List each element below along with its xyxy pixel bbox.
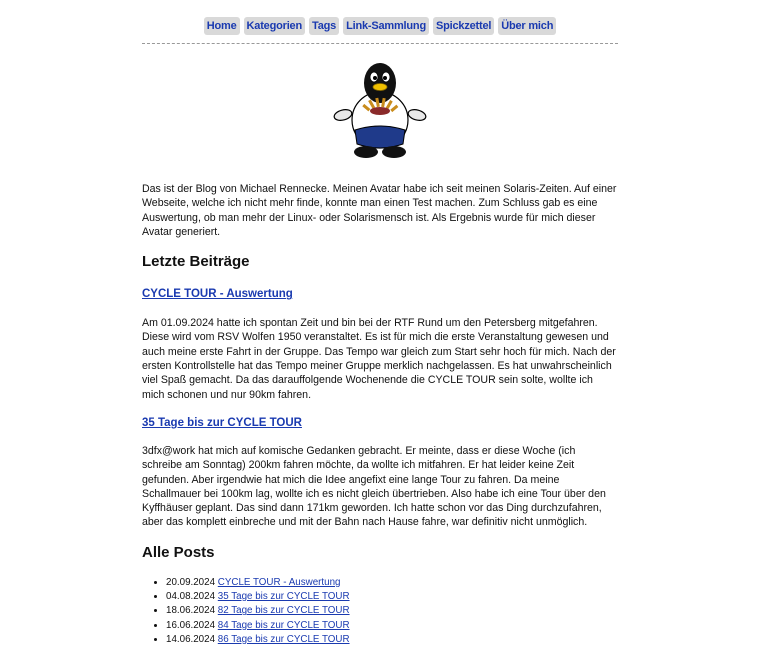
list-item [166, 576, 618, 590]
post-excerpt: 3dfx@work hat mich auf komische Gedanken gebracht. Er meinte, dass er diese Woche (ich schreibe am Sonntag) 200km fahren möchte, da wollte ich mitfahren. Er hat leider keine Zeit gefunden. Aber irgendwie hat mich die Idee angefixt eine lange Tour zu fahren. Da meine Schallmauer bei 100km lag, wollte ich es nicht gleich übertrieben. Also habe ich eine Tour über den Kyffhäuser geplant. Das sind dann 171km geworden. Ich hatte schon vor das Ding durchzufahren, aber das komplett einbreche und mit der Bahn nach Hause fahre, war definitiv nicht unmöglich. [142, 444, 606, 529]
nav-home[interactable]: Home [204, 17, 240, 35]
post-link[interactable]: 86 Tage bis zur CYCLE TOUR [217, 633, 350, 645]
post-date: 14.06.2024 [166, 633, 216, 645]
post-date: 04.08.2024 [166, 591, 216, 603]
list-item [166, 619, 618, 633]
post-excerpt: Am 01.09.2024 hatte ich spontan Zeit und bin bei der RTF Rund um den Petersberg mitgefahren. Diese wird vom RSV Wolfen 1950 veranstaltet. Es ist für mich die erste Veranstaltung gewesen und auch meine erste Fahrt in der Gruppe. Das Tempo war gleich zum Start sehr hoch für mich. Nach der ersten Kontrollstelle hat das Tempo meiner Gruppe merklich nachgelassen. Es hat unwahrscheinlich viel Spaß gemacht. Da das darauffolgende Wochenende die CYCLE TOUR sein solte, wollte ich mich schonen und nur 90km fahren. [142, 317, 616, 401]
header-divider [142, 43, 618, 44]
nav-ueber-mich[interactable]: Über mich [498, 17, 556, 35]
list-item [166, 590, 618, 604]
post-link[interactable]: 82 Tage bis zur CYCLE TOUR [217, 605, 350, 617]
latest-posts-heading: Letzte Beiträge [142, 253, 250, 271]
nav-kategorien[interactable]: Kategorien [244, 17, 305, 35]
nav-tags[interactable]: Tags [309, 17, 339, 35]
all-posts-list [142, 576, 618, 647]
tux-avatar-icon [333, 60, 427, 162]
post-title-link[interactable]: CYCLE TOUR - Auswertung [142, 288, 293, 301]
post-link[interactable]: 84 Tage bis zur CYCLE TOUR [217, 619, 350, 631]
main-nav [0, 17, 760, 35]
post-date: 20.09.2024 [166, 576, 216, 588]
post-title-link[interactable]: 35 Tage bis zur CYCLE TOUR [142, 416, 302, 429]
post-date: 16.06.2024 [166, 619, 216, 631]
nav-spickzettel[interactable]: Spickzettel [433, 17, 494, 35]
post-link[interactable]: CYCLE TOUR - Auswertung [217, 576, 341, 588]
list-item [166, 604, 618, 618]
main-content [142, 182, 618, 647]
nav-link-sammlung[interactable]: Link-Sammlung [343, 17, 429, 35]
post-date: 18.06.2024 [166, 605, 216, 617]
post-link[interactable]: 35 Tage bis zur CYCLE TOUR [217, 591, 350, 603]
all-posts-heading: Alle Posts [142, 543, 215, 561]
list-item [166, 633, 618, 647]
intro-text: Das ist der Blog von Michael Rennecke. Meinen Avatar habe ich seit meinen Solaris-Zeiten. Auf einer Webseite, welche ich nicht mehr finde, konnte man einen Test machen. Zum Schluss gab es eine Auswertung, ob man mehr der Linux- oder Solarismensch ist. Als Ergebnis wurde für mich dieser Avatar generiert. [142, 183, 617, 238]
